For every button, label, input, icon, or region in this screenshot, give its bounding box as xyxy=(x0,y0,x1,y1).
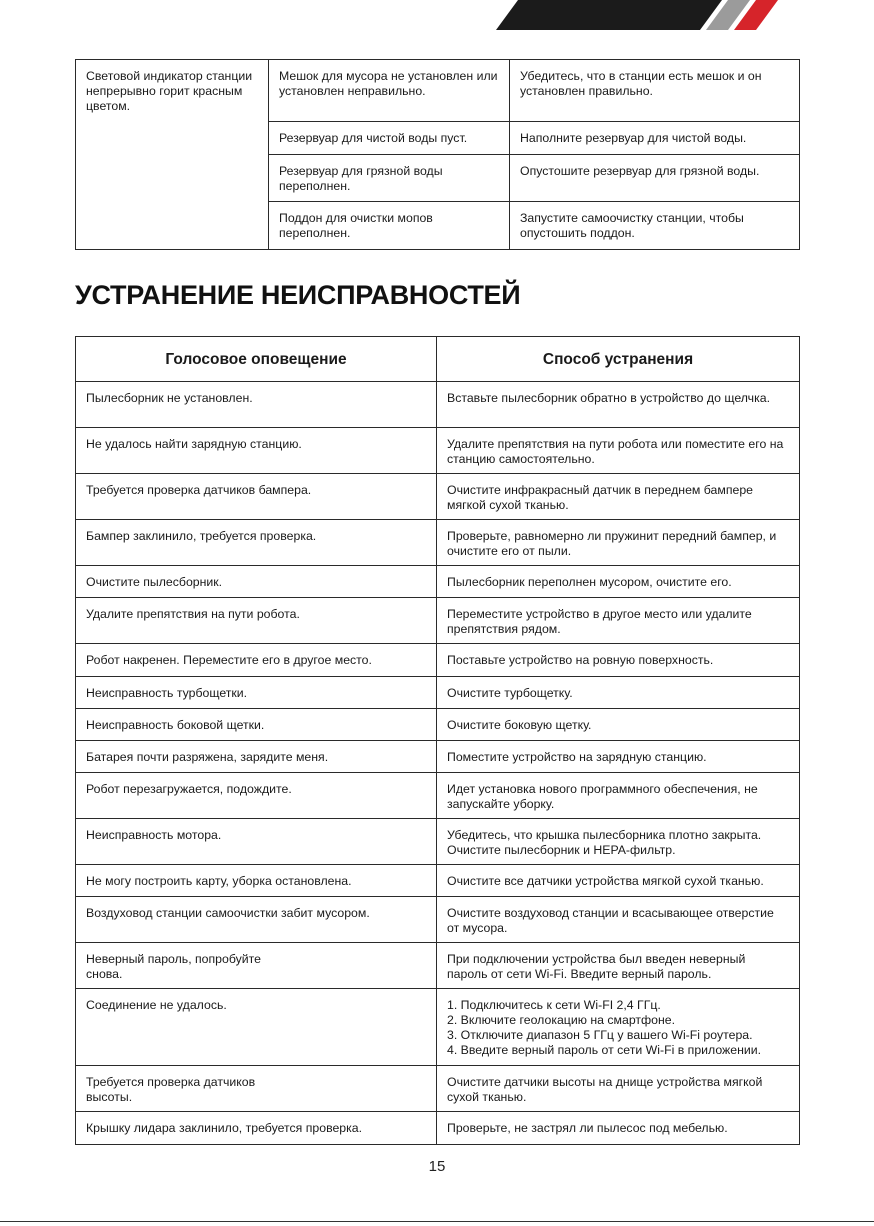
cause-cell: Резервуар для чистой воды пуст. xyxy=(269,122,510,155)
voice-alert-cell: Требуется проверка датчиков высоты. xyxy=(76,1066,437,1112)
voice-alert-cell: Неисправность турбощетки. xyxy=(76,677,437,709)
voice-alert-cell: Не удалось найти зарядную станцию. xyxy=(76,428,437,474)
solution-cell: Удалите препятствия на пути робота или поместите его на станцию самостоятельно. xyxy=(437,428,800,474)
troubleshooting-table-body xyxy=(76,382,800,1145)
table-row xyxy=(76,741,800,773)
table-row xyxy=(76,709,800,741)
table-row xyxy=(76,943,800,989)
voice-alert-cell: Робот накренен. Переместите его в другое место. xyxy=(76,644,437,677)
table-row xyxy=(76,644,800,677)
solution-cell: Убедитесь, что крышка пылесборника плотно закрыта. Очистите пылесборник и HEPA-фильтр. xyxy=(437,819,800,865)
voice-alert-cell: Требуется проверка датчиков бампера. xyxy=(76,474,437,520)
section-title: УСТРАНЕНИЕ НЕИСПРАВНОСТЕЙ xyxy=(75,280,521,310)
voice-alert-cell: Неисправность мотора. xyxy=(76,819,437,865)
bottom-divider xyxy=(0,1221,874,1222)
page-number: 15 xyxy=(428,1158,446,1175)
voice-alert-cell: Воздуховод станции самоочистки забит мусором. xyxy=(76,897,437,943)
solution-cell: Пылесборник переполнен мусором, очистите его. xyxy=(437,566,800,598)
fix-cell: Запустите самоочистку станции, чтобы опустошить поддон. xyxy=(510,202,800,250)
table-row xyxy=(76,897,800,943)
solution-cell: Идет установка нового программного обеспечения, не запускайте уборку. xyxy=(437,773,800,819)
voice-alert-cell: Не могу построить карту, уборка остановлена. xyxy=(76,865,437,897)
column-header-solution: Способ устранения xyxy=(437,337,800,382)
solution-cell: 1. Подключитесь к сети Wi-FI 2,4 ГГц. 2. Включите геолокацию на смартфоне. 3. Отключите диапазон 5 ГГц у вашего Wi-Fi роутера. 4. Введите верный пароль от сети Wi-Fi в приложении. xyxy=(437,989,800,1066)
solution-cell: Очистите боковую щетку. xyxy=(437,709,800,741)
solution-cell: Поставьте устройство на ровную поверхность. xyxy=(437,644,800,677)
table-row xyxy=(76,677,800,709)
table-row xyxy=(76,566,800,598)
voice-alert-cell: Удалите препятствия на пути робота. xyxy=(76,598,437,644)
indicator-description: Световой индикатор станции непрерывно горит красным цветом. xyxy=(76,60,269,250)
voice-alert-cell: Крышку лидара заклинило, требуется проверка. xyxy=(76,1112,437,1145)
solution-cell: Очистите инфракрасный датчик в переднем бампере мягкой сухой тканью. xyxy=(437,474,800,520)
table-row xyxy=(76,1066,800,1112)
table-row xyxy=(76,989,800,1066)
solution-cell: Очистите все датчики устройства мягкой сухой тканью. xyxy=(437,865,800,897)
solution-cell: Очистите датчики высоты на днище устройства мягкой сухой тканью. xyxy=(437,1066,800,1112)
fix-cell: Убедитесь, что в станции есть мешок и он установлен правильно. xyxy=(510,60,800,122)
header-decor-black-stripe xyxy=(496,0,722,30)
solution-cell: Очистите воздуховод станции и всасывающее отверстие от мусора. xyxy=(437,897,800,943)
table-row xyxy=(76,865,800,897)
table-row xyxy=(76,428,800,474)
cause-cell: Резервуар для грязной воды переполнен. xyxy=(269,155,510,202)
solution-cell: Очистите турбощетку. xyxy=(437,677,800,709)
solution-cell: Поместите устройство на зарядную станцию. xyxy=(437,741,800,773)
table-row xyxy=(76,773,800,819)
table-row xyxy=(76,382,800,428)
voice-alert-cell: Очистите пылесборник. xyxy=(76,566,437,598)
table-row xyxy=(76,474,800,520)
voice-alert-cell: Соединение не удалось. xyxy=(76,989,437,1066)
column-header-voice-alert: Голосовое оповещение xyxy=(76,337,437,382)
table-row xyxy=(76,60,800,122)
solution-cell: Вставьте пылесборник обратно в устройство до щелчка. xyxy=(437,382,800,428)
table-row xyxy=(76,819,800,865)
solution-cell: Проверьте, равномерно ли пружинит передний бампер, и очистите его от пыли. xyxy=(437,520,800,566)
solution-cell: Переместите устройство в другое место или удалите препятствия рядом. xyxy=(437,598,800,644)
fix-cell: Опустошите резервуар для грязной воды. xyxy=(510,155,800,202)
voice-alert-cell: Неверный пароль, попробуйте снова. xyxy=(76,943,437,989)
voice-alert-cell: Пылесборник не установлен. xyxy=(76,382,437,428)
solution-cell: При подключении устройства был введен неверный пароль от сети Wi-Fi. Введите верный пароль. xyxy=(437,943,800,989)
voice-alert-cell: Батарея почти разряжена, зарядите меня. xyxy=(76,741,437,773)
station-indicator-table xyxy=(75,59,800,250)
troubleshooting-table xyxy=(75,336,800,1145)
table-row xyxy=(76,598,800,644)
voice-alert-cell: Неисправность боковой щетки. xyxy=(76,709,437,741)
cause-cell: Мешок для мусора не установлен или установлен неправильно. xyxy=(269,60,510,122)
fix-cell: Наполните резервуар для чистой воды. xyxy=(510,122,800,155)
voice-alert-cell: Робот перезагружается, подождите. xyxy=(76,773,437,819)
station-indicator-table-body xyxy=(76,60,800,250)
table-row xyxy=(76,1112,800,1145)
troubleshooting-header-row xyxy=(76,337,800,382)
voice-alert-cell: Бампер заклинило, требуется проверка. xyxy=(76,520,437,566)
cause-cell: Поддон для очистки мопов переполнен. xyxy=(269,202,510,250)
table-row xyxy=(76,520,800,566)
solution-cell: Проверьте, не застрял ли пылесос под мебелью. xyxy=(437,1112,800,1145)
